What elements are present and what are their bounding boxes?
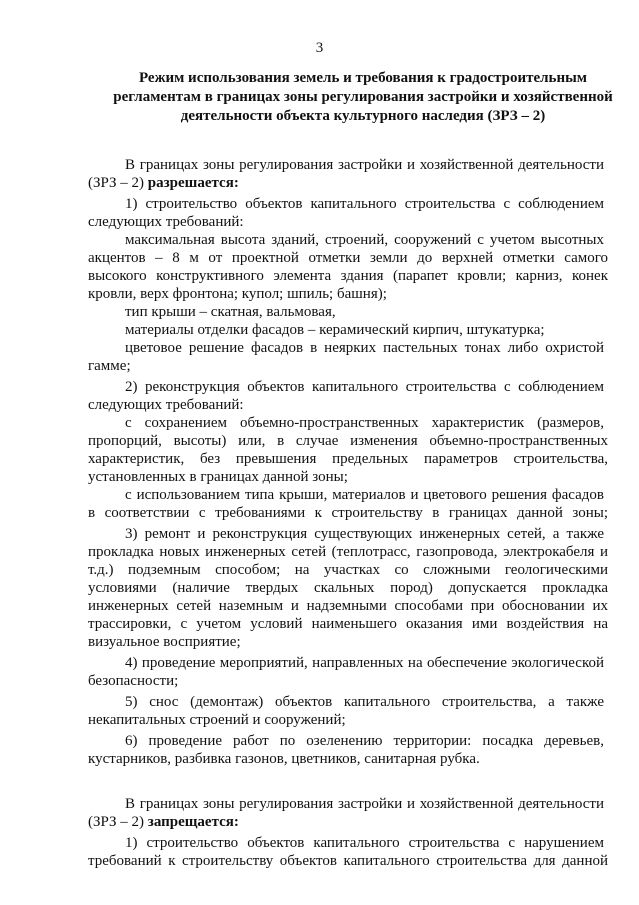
zone-code: (ЗРЗ – 2) bbox=[88, 814, 148, 830]
text-line: пропорций, высоты) или, в случае изменения объемно-пространственных bbox=[88, 433, 608, 449]
text-line: визуальное восприятие; bbox=[88, 634, 241, 650]
prohibited-heading: запрещается: bbox=[147, 814, 239, 830]
text-line bbox=[88, 813, 608, 831]
text-line: условиями (наличие твердых скальных пород) допускается прокладка bbox=[88, 580, 608, 596]
text-line: т.д.) подземным способом; на участках со сложными геологическими bbox=[88, 562, 608, 578]
text-line: цветовое решение фасадов в неярких пастельных тонах либо охристой bbox=[125, 340, 604, 356]
text-line: 4) проведение мероприятий, направленных на обеспечение экологической bbox=[125, 655, 604, 671]
text-line: кровли, верх фронтона; купол; шпиль; башня); bbox=[88, 286, 387, 302]
text-line: материалы отделки фасадов – керамический кирпич, штукатурка; bbox=[125, 322, 545, 338]
text-line: максимальная высота зданий, строений, сооружений с учетом высотных bbox=[125, 232, 604, 248]
text-line: прокладка новых инженерных сетей (теплотрасс, газопровода, электрокабеля и bbox=[88, 544, 608, 560]
text-line: с использованием типа крыши, материалов и цветового решения фасадов bbox=[125, 487, 604, 503]
text-line: В границах зоны регулирования застройки и хозяйственной деятельности bbox=[125, 157, 604, 173]
text-line: 6) проведение работ по озеленению территории: посадка деревьев, bbox=[125, 733, 604, 749]
text-line: 3) ремонт и реконструкция существующих инженерных сетей, а также bbox=[125, 526, 604, 542]
text-line: с сохранением объемно-пространственных характеристик (размеров, bbox=[125, 415, 604, 431]
text-line: гамме; bbox=[88, 358, 131, 374]
title-line: регламентам в границах зоны регулирования застройки и хозяйственной bbox=[113, 89, 613, 105]
title-line: Режим использования земель и требования к градостроительным bbox=[138, 70, 588, 86]
text-line: некапитальных строений и сооружений; bbox=[88, 712, 346, 728]
text-line: 1) строительство объектов капитального строительства с соблюдением bbox=[125, 196, 604, 212]
text-line: следующих требований: bbox=[88, 397, 244, 413]
page-number: 3 bbox=[315, 40, 324, 56]
section-title bbox=[88, 69, 638, 126]
text-line: 5) снос (демонтаж) объектов капитального строительства, а также bbox=[125, 694, 604, 710]
title-line: деятельности объекта культурного наследия (ЗРЗ – 2) bbox=[180, 108, 546, 124]
text-line: характеристик, без превышения предельных параметров строительства, bbox=[88, 451, 608, 467]
zone-code: (ЗРЗ – 2) bbox=[88, 175, 148, 191]
text-line: кустарников, разбивка газонов, цветников, санитарная рубка. bbox=[88, 751, 480, 767]
text-line: требований к строительству объектов капитального строительства для данной bbox=[88, 853, 608, 869]
text-line: 1) строительство объектов капитального строительства с нарушением bbox=[125, 835, 604, 851]
text-line: акцентов – 8 м от проектной отметки земли до верхней отметки самого bbox=[88, 250, 608, 266]
allowed-heading: разрешается: bbox=[147, 175, 239, 191]
text-line: в соответствии с требованиями к строительству в границах данной зоны; bbox=[88, 505, 608, 521]
text-line: следующих требований: bbox=[88, 214, 244, 230]
text-line: установленных в границах данной зоны; bbox=[88, 469, 348, 485]
text-line: 2) реконструкция объектов капитального строительства с соблюдением bbox=[125, 379, 604, 395]
text-line: высокого конструктивного элемента здания (парапет кровли; карниз, конек bbox=[88, 268, 608, 284]
text-line: инженерных сетей наземным и надземными способами при обосновании их bbox=[88, 598, 608, 614]
text-line bbox=[88, 174, 608, 192]
text-line: безопасности; bbox=[88, 673, 179, 689]
text-line: В границах зоны регулирования застройки и хозяйственной деятельности bbox=[125, 796, 604, 812]
text-line: тип крыши – скатная, вальмовая, bbox=[125, 304, 336, 320]
text-line: трассировки, с учетом условий наименьшего оказания ими воздействия на bbox=[88, 616, 608, 632]
